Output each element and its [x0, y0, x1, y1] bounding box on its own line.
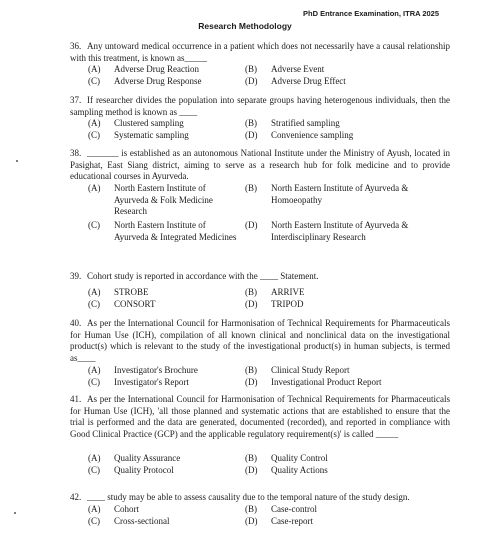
option-text: TRIPOD: [271, 299, 304, 309]
options: [88, 453, 450, 477]
options: [88, 183, 450, 255]
option-label: (B): [245, 64, 257, 74]
option-text: Clustered sampling: [114, 118, 184, 128]
option-label: (C): [88, 465, 100, 475]
option-text: Quality Protocol: [114, 465, 174, 475]
option-label: (D): [245, 76, 258, 86]
option-label: (D): [245, 130, 258, 140]
option-text: Investigational Product Report: [271, 377, 382, 387]
question-number: 39.: [70, 271, 82, 281]
option-text: Stratified sampling: [271, 118, 340, 128]
option-text: ARRIVE: [271, 287, 305, 297]
option-text: Quality Assurance: [114, 453, 181, 463]
option-text: Adverse Drug Reaction: [114, 64, 199, 74]
option-text: Systematic sampling: [114, 130, 189, 140]
option-label: (D): [245, 220, 258, 230]
question-42: [70, 492, 450, 528]
option-text: Case-report: [271, 516, 313, 526]
option-label: (C): [88, 130, 100, 140]
option-text: Case-control: [271, 504, 317, 514]
question-text: Any untoward medical occurrence in a patient which does not necessarily have a causal relationship with this treatment, is known as_____: [70, 41, 450, 63]
option-text: Clinical Study Report: [271, 365, 350, 375]
question-number: 41.: [70, 394, 82, 404]
question-41: [70, 394, 450, 477]
option-label: (B): [245, 183, 257, 193]
question-text: If researcher divides the population into separate groups having heterogenous individuals, then the sampling method is known as ____: [70, 95, 450, 117]
option-label: (C): [88, 299, 100, 309]
option-text: Cross-sectional: [114, 516, 170, 526]
option-text: Quality Actions: [271, 465, 328, 475]
option-label: (A): [88, 183, 101, 193]
option-text: North Eastern Institute of Ayurveda & Folk Medicine Research: [114, 183, 213, 217]
question-37-stem: [70, 95, 450, 118]
question-number: 37.: [70, 95, 82, 105]
question-text: As per the International Council for Harmonisation of Technical Requirements for Pharmaceuticals for Human Use (ICH), compilation of all known clinical and nonclinical data on the investigational product(s) which is relevant to the study of the investigational product(s) in human subjects, is termed as____: [70, 318, 450, 363]
options: [88, 365, 450, 389]
question-38-stem: [70, 148, 450, 183]
question-36: [70, 41, 450, 88]
options: [88, 287, 450, 311]
question-38: [70, 148, 450, 255]
section-title: Research Methodology: [198, 21, 292, 31]
question-40-stem: [70, 318, 450, 365]
question-39: [70, 271, 450, 311]
option-label: (A): [88, 118, 101, 128]
option-label: (B): [245, 453, 257, 463]
option-label: (C): [88, 76, 100, 86]
option-label: (B): [245, 504, 257, 514]
option-text: CONSORT: [114, 299, 156, 309]
option-label: (C): [88, 377, 100, 387]
option-text: Adverse Drug Response: [114, 76, 202, 86]
option-label: (A): [88, 504, 101, 514]
exam-title: PhD Entrance Examination, ITRA 2025: [303, 9, 440, 18]
question-text: _______ is established as an autonomous National Institute under the Ministry of Ayush, located in Pasighat, East Siang district, aiming to serve as a research hub for folk medicine and to provide educational courses in Ayurveda.: [70, 148, 450, 182]
option-label: (A): [88, 64, 101, 74]
option-text: Investigator's Brochure: [114, 365, 198, 375]
question-40: [70, 318, 450, 389]
option-text: Investigator's Report: [114, 377, 189, 387]
option-label: (B): [245, 118, 257, 128]
question-number: 40.: [70, 318, 82, 328]
option-label: (C): [88, 220, 100, 230]
question-number: 38.: [70, 148, 82, 158]
options: [88, 64, 450, 88]
option-text: STROBE: [114, 287, 149, 297]
option-label: (B): [245, 365, 257, 375]
option-text: North Eastern Institute of Ayurveda & Homoeopathy: [271, 183, 409, 205]
option-label: (A): [88, 365, 101, 375]
options: [88, 504, 450, 528]
option-label: (A): [88, 453, 101, 463]
option-label: (C): [88, 516, 100, 526]
option-label: (D): [245, 377, 258, 387]
question-37: [70, 95, 450, 142]
option-text: Adverse Drug Effect: [271, 76, 346, 86]
option-text: North Eastern Institute of Ayurveda & Integrated Medicines: [114, 220, 237, 242]
question-39-stem: [70, 271, 450, 287]
scan-speck: [16, 160, 18, 162]
options: [88, 118, 450, 142]
question-42-stem: [70, 492, 450, 504]
option-label: (D): [245, 465, 258, 475]
question-number: 36.: [70, 41, 82, 51]
question-41-stem: [70, 394, 450, 453]
scan-speck: [14, 512, 16, 514]
option-text: North Eastern Institute of Ayurveda & Interdisciplinary Research: [271, 220, 409, 242]
question-text: As per the International Council for Harmonisation of Technical Requirements for Pharmaceuticals for Human Use (ICH), 'all those planned and systematic actions that are established to ensure that the trial is performed and the data are generated, documented (recorded), and reported in compliance with Good Clinical Practice (GCP) and the applicable regulatory requirement(s)' is called _____: [70, 394, 450, 439]
option-text: Adverse Event: [271, 64, 325, 74]
question-36-stem: [70, 41, 450, 64]
option-label: (D): [245, 516, 258, 526]
option-label: (A): [88, 287, 101, 297]
question-text: Cohort study is reported in accordance with the ____ Statement.: [87, 271, 319, 281]
option-text: Cohort: [114, 504, 140, 514]
option-label: (B): [245, 287, 257, 297]
question-number: 42.: [70, 492, 82, 502]
question-text: ____ study may be able to assess causality due to the temporal nature of the study design.: [87, 492, 410, 502]
option-label: (D): [245, 299, 258, 309]
option-text: Convenience sampling: [271, 130, 354, 140]
option-text: Quality Control: [271, 453, 328, 463]
